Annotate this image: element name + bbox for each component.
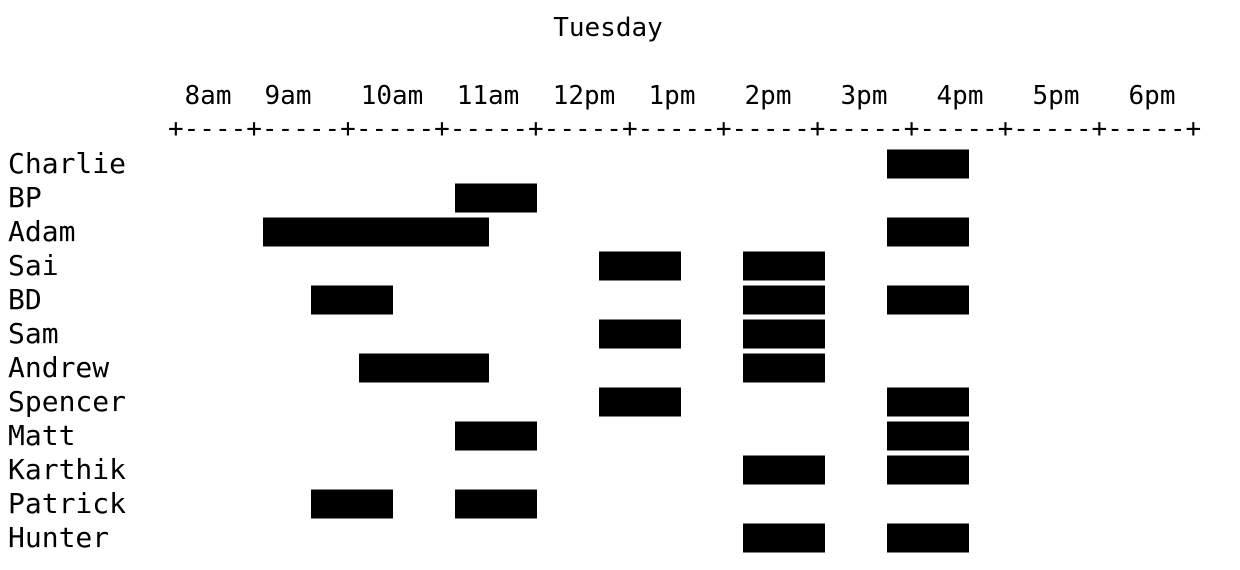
tick-label: 5pm (1032, 81, 1080, 111)
schedule-bar (887, 286, 969, 315)
schedule-bar (743, 252, 825, 281)
schedule-bar (743, 286, 825, 315)
row-label: Patrick (8, 487, 127, 520)
schedule-bar (455, 184, 537, 213)
row-label: Sam (8, 317, 59, 350)
schedule-bar (359, 354, 489, 383)
schedule-bar (743, 354, 825, 383)
tick-label: 1pm (648, 81, 696, 111)
tick-label: 3pm (840, 81, 888, 111)
row-label: Sai (8, 249, 59, 282)
row-label: Spencer (8, 385, 127, 418)
tick-label: 2pm (744, 81, 792, 111)
schedule-bar (887, 218, 969, 247)
tick-label: 6pm (1128, 81, 1176, 111)
schedule-bar (311, 286, 393, 315)
row-label: Adam (8, 215, 76, 248)
row-label: Andrew (8, 351, 110, 384)
tick-label: 4pm (936, 81, 984, 111)
schedule-bar (887, 524, 969, 553)
tick-label: 10am (360, 81, 424, 111)
row-label: BD (8, 283, 42, 316)
schedule-bar (887, 422, 969, 451)
schedule-bar (599, 388, 681, 417)
row-label: Matt (8, 419, 76, 452)
chart-title: Tuesday (553, 13, 663, 43)
schedule-bar (743, 524, 825, 553)
schedule-bar (263, 218, 489, 247)
row-label: Hunter (8, 521, 110, 554)
schedule-bar (743, 320, 825, 349)
schedule-bar (599, 320, 681, 349)
schedule-bar (599, 252, 681, 281)
schedule-bars (263, 150, 969, 553)
tick-label: 12pm (552, 81, 616, 111)
schedule-bar (311, 490, 393, 519)
schedule-bar (743, 456, 825, 485)
schedule-bar (455, 422, 537, 451)
tick-labels (185, 81, 1176, 111)
tick-label: 9am (264, 81, 312, 111)
tick-label: 11am (456, 81, 520, 111)
row-label: Charlie (8, 147, 127, 180)
schedule-bar (887, 388, 969, 417)
row-label: BP (8, 181, 42, 214)
schedule-bar (455, 490, 537, 519)
row-label: Karthik (8, 453, 127, 486)
tick-label: 8am (184, 81, 232, 111)
row-labels (8, 147, 126, 554)
schedule-bar (887, 150, 969, 179)
time-axis: +----+-----+-----+-----+-----+-----+-----+-----+-----+-----+-----+ (168, 114, 1202, 144)
schedule-bar (887, 456, 969, 485)
